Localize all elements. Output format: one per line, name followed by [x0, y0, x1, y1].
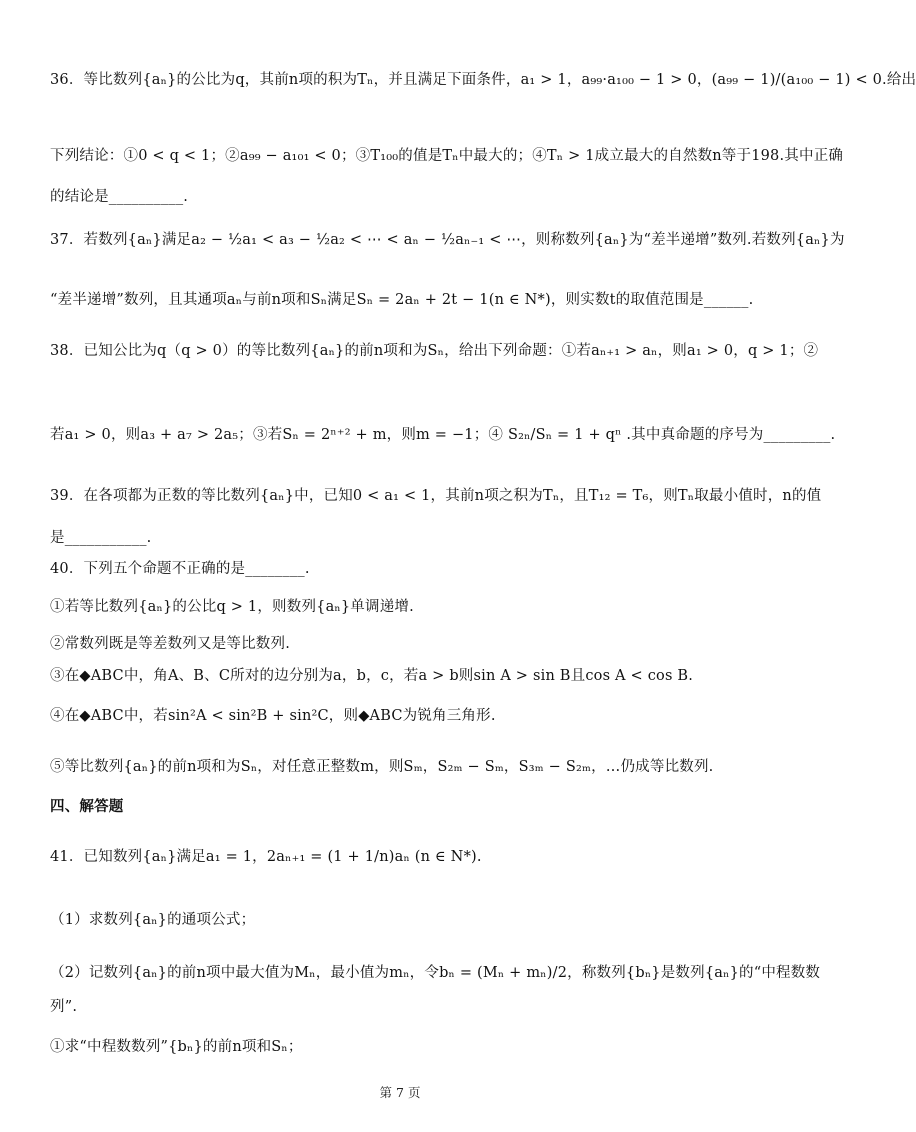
- problem-37-line-2: “差半递增”数列，且其通项aₙ与前n项和Sₙ满足Sₙ = 2aₙ + 2t − 1(n ∈ N*)，则实数t的取值范围是______.: [50, 292, 754, 308]
- problem-41-part-2-line-1: （2）记数列{aₙ}的前n项中最大值为Mₙ，最小值为mₙ，令bₙ = (Mₙ + mₙ)/2，称数列{bₙ}是数列{aₙ}的“中程数数: [50, 965, 821, 981]
- problem-40-option-4: ④在◆ABC中，若sin²A < sin²B + sin²C，则◆ABC为锐角三角形.: [50, 708, 496, 724]
- problem-40-line-1: 40．下列五个命题不正确的是________.: [50, 561, 310, 577]
- problem-36-line-2: 下列结论：①0 < q < 1；②a₉₉ − a₁₀₁ < 0；③T₁₀₀的值是Tₙ中最大的；④Tₙ > 1成立最大的自然数n等于198.其中正确: [50, 148, 844, 164]
- problem-38-line-2: 若a₁ > 0，则a₃ + a₇ > 2a₅；③若Sₙ = 2ⁿ⁺² + m，则m = −1；④ S₂ₙ/Sₙ = 1 + qⁿ .其中真命题的序号为_________.: [50, 427, 836, 443]
- problem-37-line-1: 37．若数列{aₙ}满足a₂ − ½a₁ < a₃ − ½a₂ < ⋯ < aₙ − ½aₙ₋₁ < ⋯，则称数列{aₙ}为“差半递增”数列.若数列{aₙ}为: [50, 232, 845, 248]
- problem-41-part-2-line-2: 列”.: [50, 999, 78, 1015]
- page-number: 第 7 页: [379, 1085, 421, 1100]
- problem-38-line-1: 38．已知公比为q（q > 0）的等比数列{aₙ}的前n项和为Sₙ，给出下列命题：①若aₙ₊₁ > aₙ，则a₁ > 0，q > 1；②: [50, 343, 819, 359]
- problem-36-line-3: 的结论是__________.: [50, 189, 189, 205]
- problem-36-line-1: 36．等比数列{aₙ}的公比为q，其前n项的积为Tₙ，并且满足下面条件，a₁ > 1，a₉₉·a₁₀₀ − 1 > 0，(a₉₉ − 1)/(a₁₀₀ − 1) < 0.给出: [50, 72, 916, 88]
- section-heading: 四、解答题: [50, 799, 124, 815]
- problem-40-option-2: ②常数列既是等差数列又是等比数列.: [50, 636, 291, 652]
- problem-40-option-5: ⑤等比数列{aₙ}的前n项和为Sₙ，对任意正整数m，则Sₘ，S₂ₘ − Sₘ，S₃ₘ − S₂ₘ，…仍成等比数列.: [50, 759, 714, 775]
- problem-41-part-1: （1）求数列{aₙ}的通项公式；: [50, 912, 256, 928]
- problem-40-option-3: ③在◆ABC中，角A、B、C所对的边分别为a，b，c，若a > b则sin A > sin B且cos A < cos B.: [50, 668, 694, 684]
- problem-41-line-1: 41．已知数列{aₙ}满足a₁ = 1，2aₙ₊₁ = (1 + 1/n)aₙ (n ∈ N*).: [50, 849, 482, 865]
- problem-40-option-1: ①若等比数列{aₙ}的公比q > 1，则数列{aₙ}单调递增.: [50, 599, 414, 615]
- problem-39-line-1: 39．在各项都为正数的等比数列{aₙ}中，已知0 < a₁ < 1，其前n项之积为Tₙ，且T₁₂ = T₆，则Tₙ取最小值时，n的值: [50, 488, 822, 504]
- problem-39-line-2: 是___________.: [50, 530, 152, 546]
- problem-41-subpart-1: ①求“中程数数列”{bₙ}的前n项和Sₙ；: [50, 1039, 303, 1055]
